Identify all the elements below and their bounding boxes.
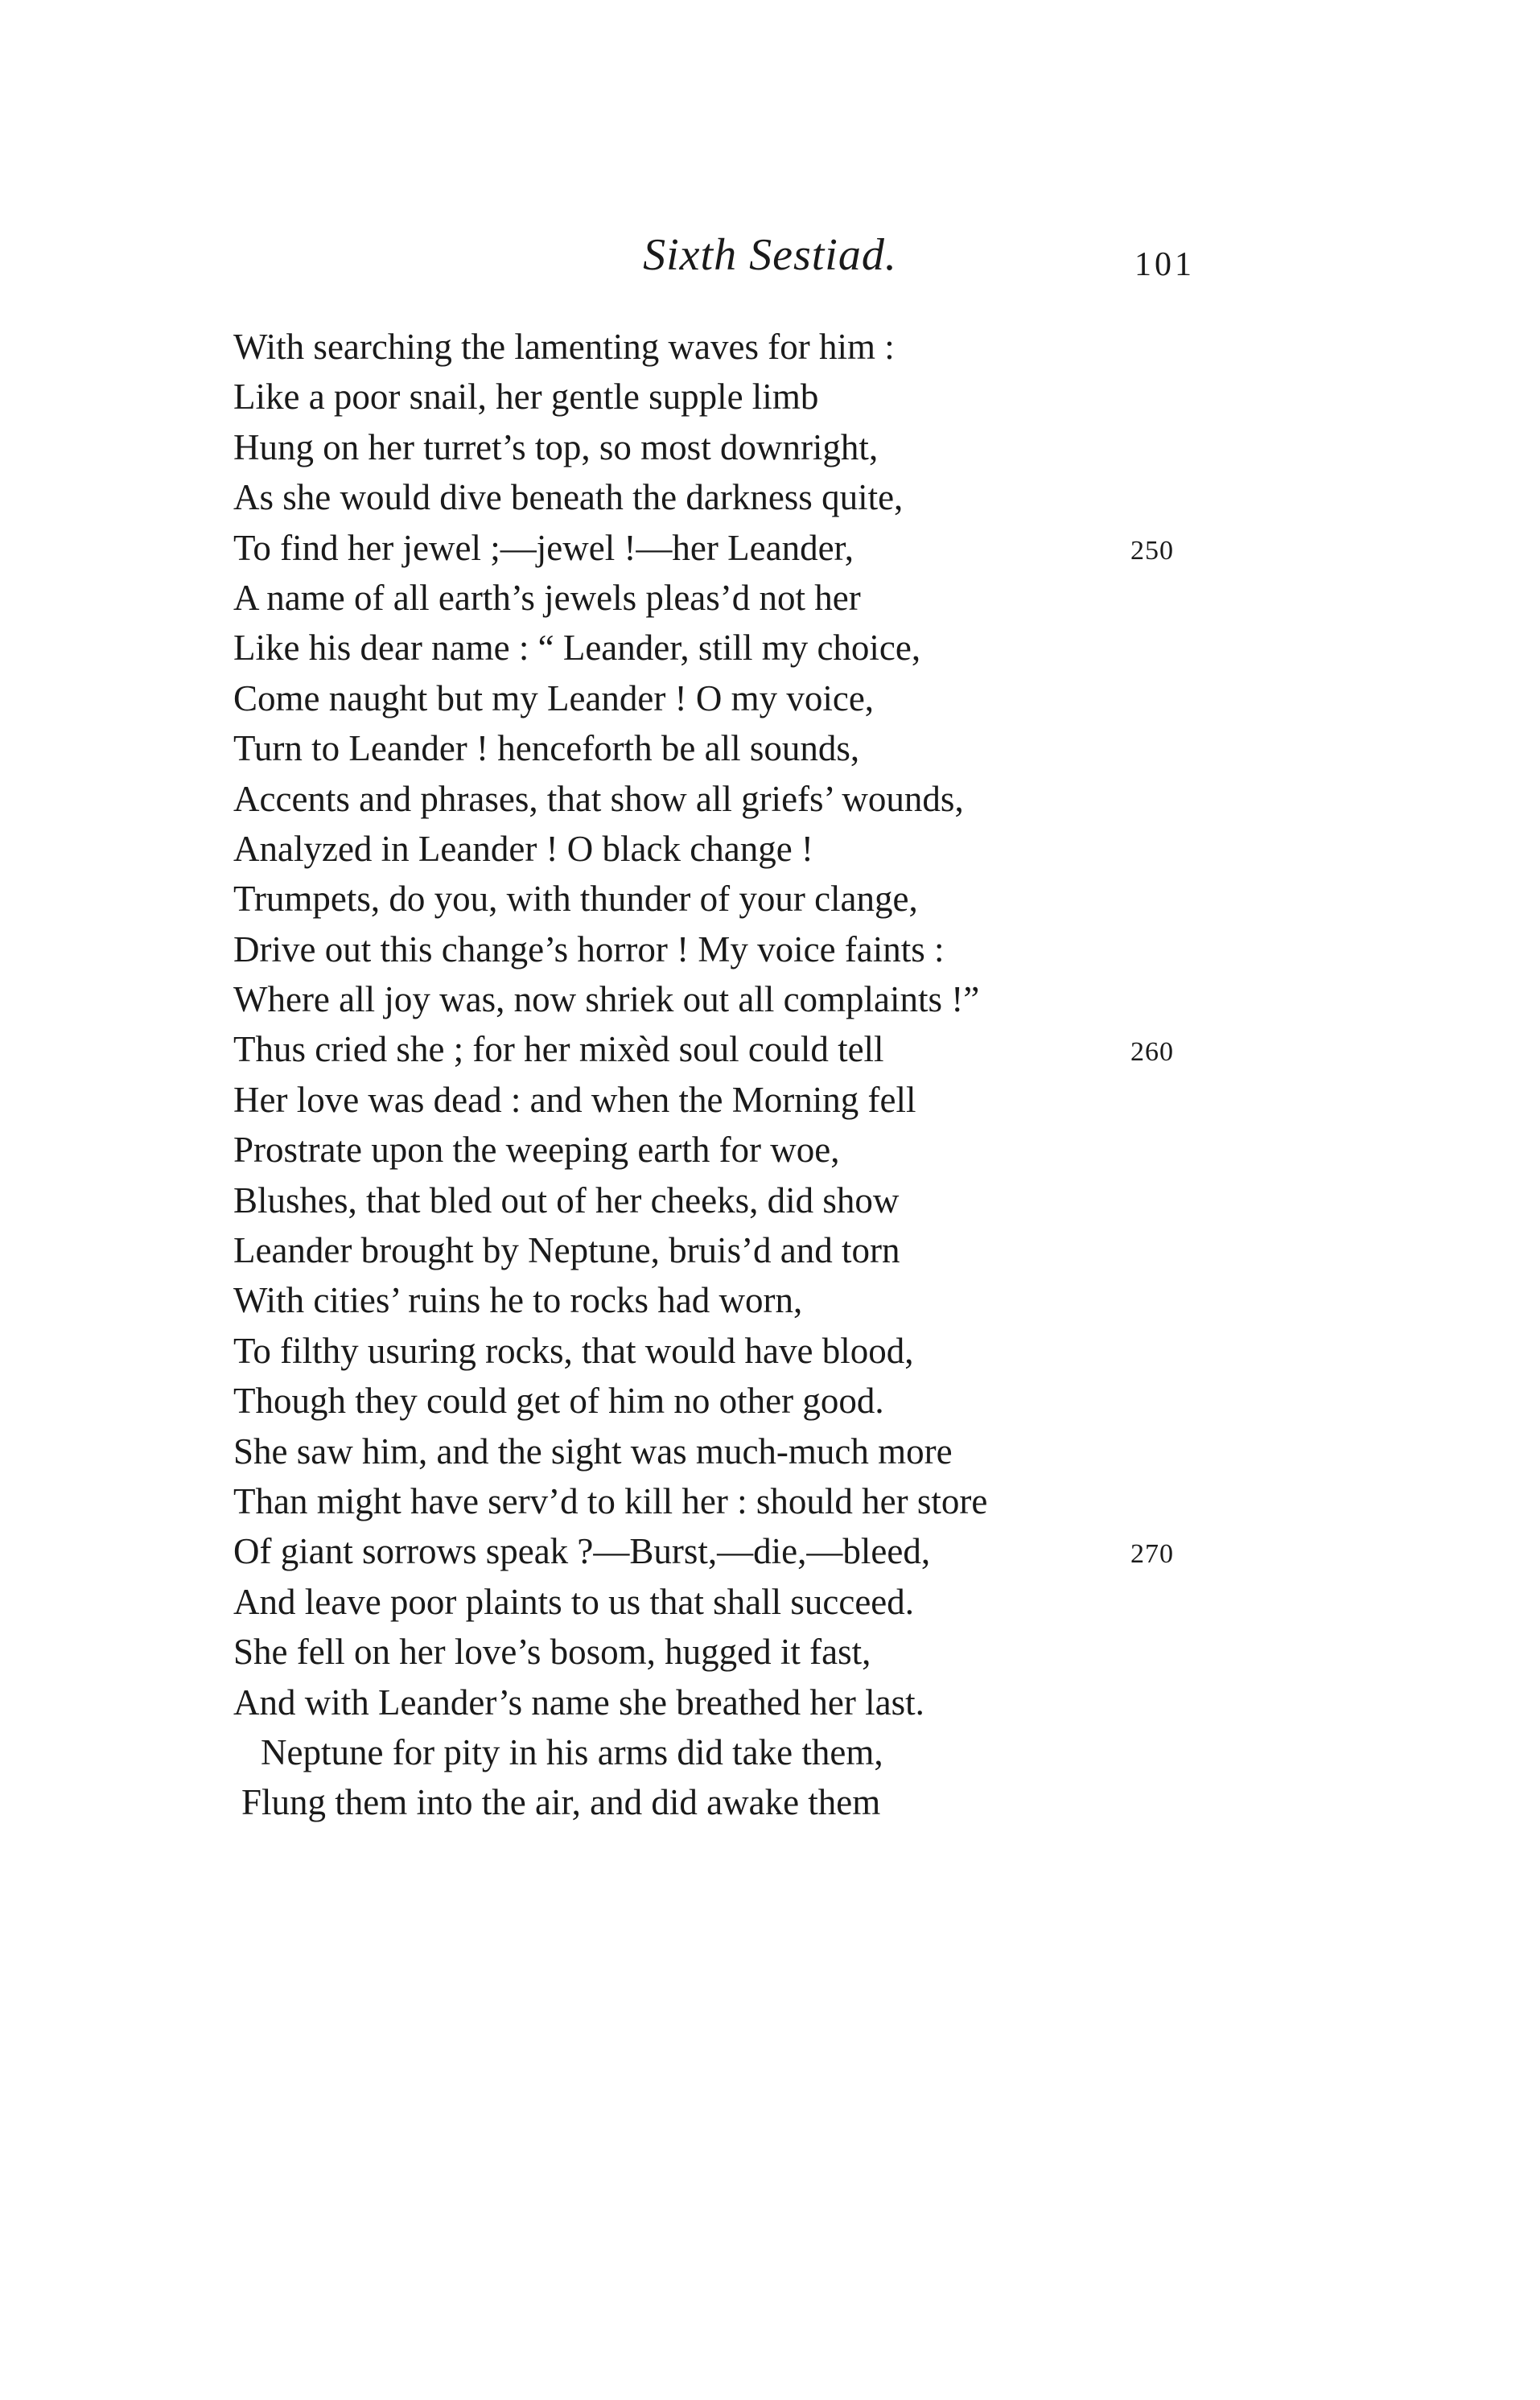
- poem-line-text: Come naught but my Leander ! O my voice,: [233, 677, 875, 718]
- poem-line-text: Thus cried she ; for her mixèd soul could tell: [233, 1029, 884, 1070]
- poem-line-text: Than might have serv’d to kill her : should her store: [233, 1480, 988, 1521]
- poem-line: [233, 1727, 1263, 1777]
- poem-line-text: Drive out this change’s horror ! My voice faints :: [233, 928, 945, 969]
- poem-line: [233, 523, 1263, 573]
- poem-line: [233, 573, 1263, 623]
- poem-line-text: Turn to Leander ! henceforth be all sounds,: [233, 728, 860, 769]
- poem-line: [233, 1678, 1263, 1727]
- poem-line-text: Her love was dead : and when the Morning fell: [233, 1079, 916, 1120]
- poem-line-text: Analyzed in Leander ! O black change !: [233, 828, 813, 869]
- poem-line: [233, 824, 1263, 874]
- poem-line-text: She fell on her love’s bosom, hugged it fast,: [233, 1632, 871, 1673]
- poem-line-text: Leander brought by Neptune, bruis’d and torn: [233, 1230, 900, 1271]
- poem-line: [233, 874, 1263, 924]
- poem-line-text: Neptune for pity in his arms did take them,: [261, 1731, 883, 1772]
- poem-line: [233, 1777, 1263, 1827]
- poem-line: [233, 1627, 1263, 1677]
- poem-line-text: And leave poor plaints to us that shall succeed.: [233, 1581, 915, 1622]
- poem-line-text: Accents and phrases, that show all griefs’ wounds,: [233, 778, 964, 819]
- poem-line-text: Prostrate upon the weeping earth for woe,: [233, 1130, 840, 1171]
- poem-line-text: With searching the lamenting waves for him :: [233, 327, 895, 367]
- poem-line: [233, 372, 1263, 422]
- poem-line: [233, 1125, 1263, 1175]
- poem-line: [233, 1075, 1263, 1125]
- poem-line-text: With cities’ ruins he to rocks had worn,: [233, 1280, 803, 1321]
- line-number: 260: [1130, 1037, 1174, 1068]
- poem-line-text: A name of all earth’s jewels pleas’d not her: [233, 577, 861, 618]
- poem-line: [233, 723, 1263, 773]
- poem-line-text: Like a poor snail, her gentle supple limb: [233, 377, 819, 418]
- poem-line: [233, 472, 1263, 522]
- poem-line: [233, 422, 1263, 472]
- running-title: Sixth Sestiad.: [643, 230, 897, 280]
- poem-line: [233, 623, 1263, 673]
- poem-line: [233, 1426, 1263, 1476]
- poem-line-text: Hung on her turret’s top, so most downright,: [233, 426, 879, 467]
- poem-line-text: To find her jewel ;—jewel !—her Leander,: [233, 527, 854, 568]
- poem-line: [233, 974, 1263, 1024]
- poem-line: [233, 1275, 1263, 1325]
- page-number: 101: [1134, 246, 1195, 283]
- poem-line: [233, 1526, 1263, 1576]
- poem-line: [233, 1024, 1263, 1074]
- poem-line: [233, 322, 1263, 372]
- poem-line: [233, 1225, 1263, 1275]
- line-number: 250: [1130, 535, 1174, 566]
- poem-line-text: She saw him, and the sight was much-much more: [233, 1431, 953, 1472]
- poem-line: [233, 1175, 1263, 1225]
- poem-line-text: To filthy usuring rocks, that would have blood,: [233, 1330, 914, 1371]
- poem-line: [233, 1376, 1263, 1426]
- poem-line-text: Though they could get of him no other good.: [233, 1381, 884, 1422]
- poem-line: [233, 924, 1263, 974]
- poem-line: [233, 1577, 1263, 1627]
- poem-line-text: Like his dear name : “ Leander, still my choice,: [233, 628, 921, 669]
- poem-line: [233, 774, 1263, 824]
- poem-line-text: And with Leander’s name she breathed her last.: [233, 1682, 924, 1723]
- poem-line-text: As she would dive beneath the darkness quite,: [233, 477, 904, 518]
- poem-line-text: Blushes, that bled out of her cheeks, did show: [233, 1179, 900, 1221]
- running-head: [0, 229, 1540, 294]
- poem-line: [233, 1476, 1263, 1526]
- poem-line-text: Of giant sorrows speak ?—Burst,—die,—bleed,: [233, 1531, 931, 1572]
- poem-line: [233, 673, 1263, 723]
- poem-line: [233, 1326, 1263, 1376]
- poem-text: [233, 322, 1263, 1828]
- poem-line-text: Where all joy was, now shriek out all complaints !”: [233, 979, 980, 1020]
- poem-line-text: Flung them into the air, and did awake them: [241, 1782, 881, 1823]
- line-number: 270: [1130, 1539, 1174, 1570]
- poem-line-text: Trumpets, do you, with thunder of your clange,: [233, 879, 918, 920]
